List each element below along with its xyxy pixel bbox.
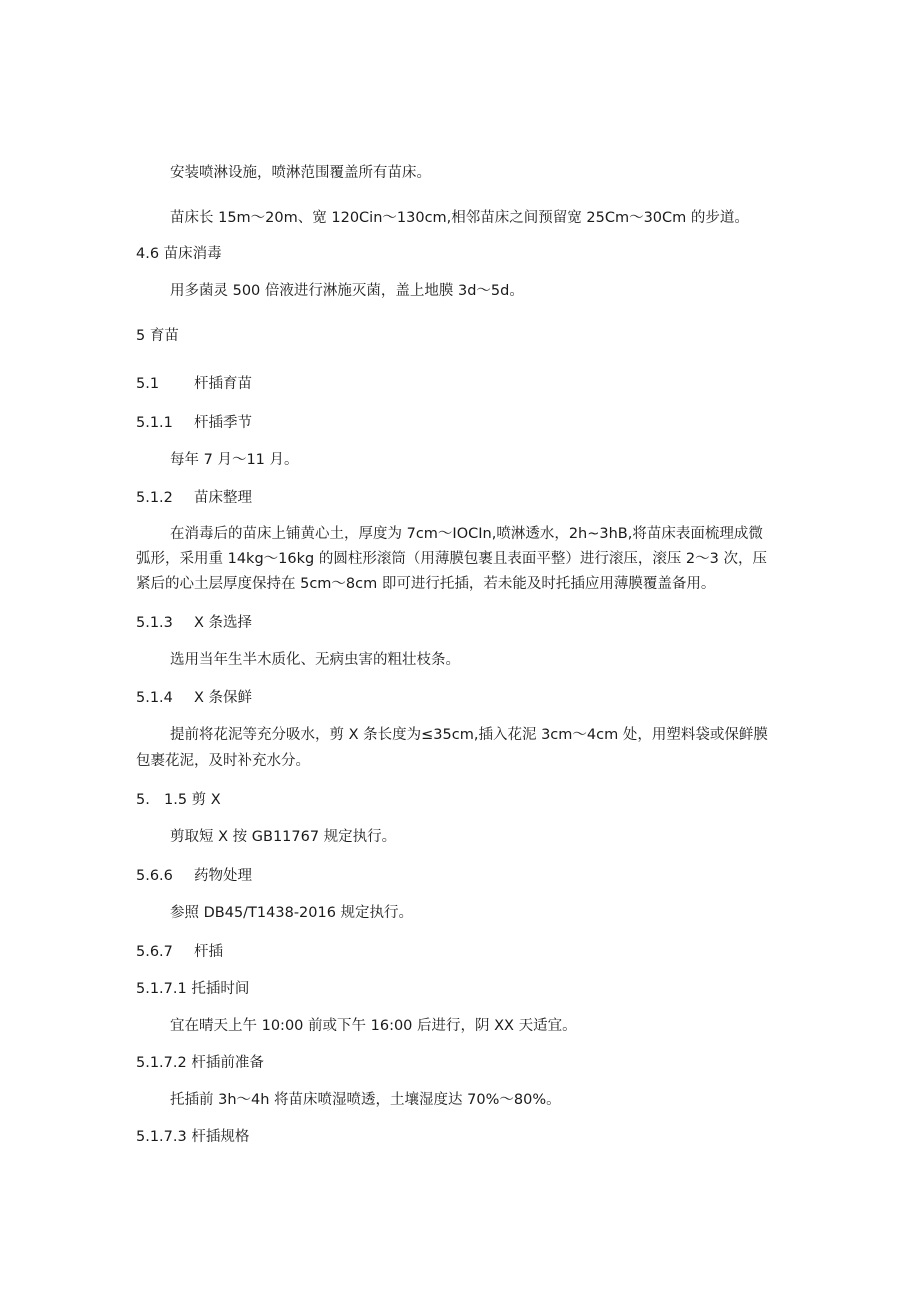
paragraph-branch-selection: 选用当年生半木质化、无病虫害的粗壮枝条。 bbox=[170, 652, 460, 668]
heading-text: 药物处理 bbox=[194, 868, 252, 884]
heading-5-1-1 bbox=[136, 413, 252, 433]
heading-number: 5.1.2 bbox=[136, 490, 173, 506]
heading-5-1-7-1: 5.1.7.1 托插时间 bbox=[136, 981, 250, 997]
paragraph-preparation: 托插前 3h～4h 将苗床喷湿喷透，土壤湿度达 70%～80%。 bbox=[170, 1092, 561, 1108]
heading-text: 杆插季节 bbox=[194, 415, 252, 431]
heading-5-1 bbox=[136, 374, 252, 394]
heading-number: 5.1.4 bbox=[136, 690, 173, 706]
paragraph-chemical: 参照 DB45/T1438-2016 规定执行。 bbox=[170, 905, 414, 921]
heading-text: X 条保鲜 bbox=[194, 690, 253, 706]
paragraph-bed-size: 苗床长 15m～20m、宽 120Cin～130cm,相邻苗床之间预留宽 25Cm～30Cm 的步道。 bbox=[170, 210, 749, 226]
heading-5: 5 育苗 bbox=[136, 328, 179, 344]
paragraph-bed-prep-line-1: 在消毒后的苗床上铺黄心土，厚度为 7cm～IOCIn,喷淋透水，2h~3hB,将苗床表面梳理成微 bbox=[170, 526, 763, 542]
heading-5-1-7-2: 5.1.7.2 杆插前准备 bbox=[136, 1055, 264, 1071]
heading-4-6: 4.6 苗床消毒 bbox=[136, 246, 222, 262]
paragraph-bed-prep-line-3: 紧后的心土层厚度保持在 5cm～8cm 即可进行托插，若未能及时托插应用薄膜覆盖备用。 bbox=[136, 576, 716, 592]
heading-number: 5.6.6 bbox=[136, 868, 173, 884]
heading-number: 5.1 bbox=[136, 376, 160, 392]
heading-text: 苗床整理 bbox=[194, 490, 252, 506]
heading-number: 5. bbox=[136, 792, 150, 808]
paragraph-bed-prep-line-2: 弧形，采用重 14kg～16kg 的圆柱形滚筒（用薄膜包裹且表面平整）进行滚压，滚压 2～3 次，压 bbox=[136, 551, 767, 567]
paragraph-freshness-line-1: 提前将花泥等充分吸水，剪 X 条长度为≤35cm,插入花泥 3cm～4cm 处，用塑料袋或保鲜膜 bbox=[170, 727, 768, 743]
heading-text: X 条选择 bbox=[194, 615, 253, 631]
paragraph-freshness-line-2: 包裹花泥，及时补充水分。 bbox=[136, 753, 310, 769]
heading-5-1-7-3: 5.1.7.3 杆插规格 bbox=[136, 1129, 250, 1145]
heading-5-1-5 bbox=[136, 790, 221, 810]
heading-number: 5.6.7 bbox=[136, 944, 173, 960]
heading-5-1-3 bbox=[136, 613, 252, 633]
heading-5-1-4 bbox=[136, 688, 252, 708]
heading-number: 5.1.3 bbox=[136, 615, 173, 631]
heading-text: 杆插 bbox=[194, 944, 223, 960]
heading-5-1-2 bbox=[136, 488, 252, 508]
heading-5-6-7 bbox=[136, 942, 223, 962]
heading-5-6-6 bbox=[136, 866, 252, 886]
paragraph-season: 每年 7 月～11 月。 bbox=[170, 452, 299, 468]
heading-text: 杆插育苗 bbox=[194, 376, 252, 392]
paragraph-cutting: 剪取短 X 按 GB11767 规定执行。 bbox=[170, 829, 397, 845]
heading-text: 1.5 剪 X bbox=[164, 792, 221, 808]
paragraph-disinfection: 用多菌灵 500 倍液进行淋施灭菌，盖上地膜 3d～5d。 bbox=[170, 283, 524, 299]
paragraph-sprinkler: 安装喷淋设施，喷淋范围覆盖所有苗床。 bbox=[170, 165, 431, 181]
paragraph-timing: 宜在晴天上午 10:00 前或下午 16:00 后进行，阴 XX 天适宜。 bbox=[170, 1018, 577, 1034]
heading-number: 5.1.1 bbox=[136, 415, 173, 431]
